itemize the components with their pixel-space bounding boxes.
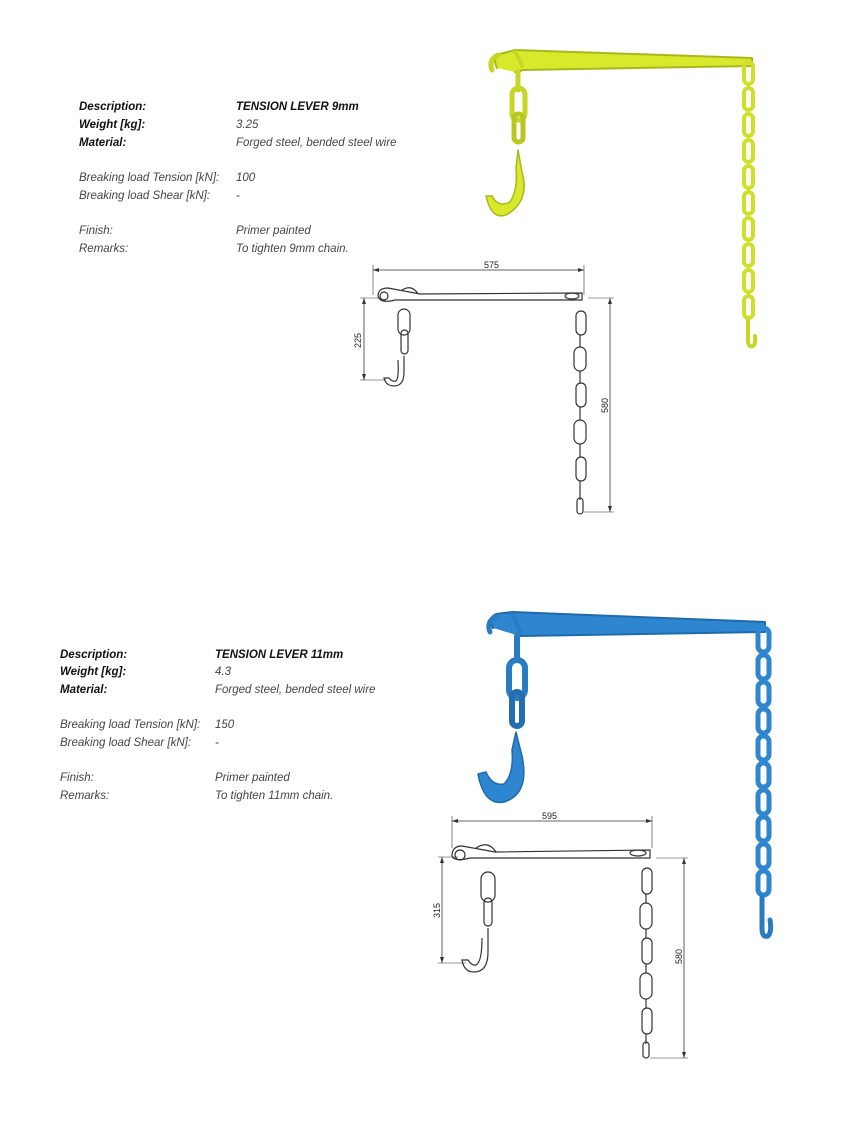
- value-tension: 100: [236, 172, 256, 184]
- value-remarks: To tighten 11mm chain.: [215, 790, 334, 802]
- dimension-chain-11mm: 580: [674, 948, 684, 964]
- label-tension: Breaking load Tension [kN]:: [79, 172, 220, 184]
- value-shear: -: [215, 737, 219, 749]
- dimension-width-11mm: 595: [542, 811, 558, 821]
- label-weight: Weight [kg]:: [60, 666, 127, 678]
- render-9mm: [486, 50, 755, 346]
- value-weight: 4.3: [215, 666, 231, 678]
- value-weight: 3.25: [236, 119, 259, 131]
- label-weight: Weight [kg]:: [79, 119, 146, 131]
- value-shear: -: [236, 190, 240, 202]
- label-shear: Breaking load Shear [kN]:: [79, 190, 211, 202]
- render-11mm: [478, 612, 771, 936]
- drawing-11mm: [438, 816, 688, 1058]
- label-finish: Finish:: [60, 772, 94, 784]
- value-material: Forged steel, bended steel wire: [215, 684, 376, 696]
- value-finish: Primer painted: [215, 772, 290, 784]
- dimension-hook-11mm: 315: [432, 902, 442, 918]
- dimension-hook-9mm: 225: [353, 332, 363, 348]
- value-description: TENSION LEVER 11mm: [215, 649, 344, 661]
- label-description: Description:: [60, 649, 128, 661]
- value-remarks: To tighten 9mm chain.: [236, 243, 349, 255]
- label-finish: Finish:: [79, 225, 113, 237]
- label-remarks: Remarks:: [60, 790, 110, 802]
- dimension-width-9mm: 575: [484, 260, 500, 270]
- label-description: Description:: [79, 101, 147, 113]
- value-finish: Primer painted: [236, 225, 311, 237]
- value-tension: 150: [215, 719, 235, 731]
- label-shear: Breaking load Shear [kN]:: [60, 737, 192, 749]
- label-material: Material:: [79, 137, 127, 149]
- value-description: TENSION LEVER 9mm: [236, 101, 359, 113]
- value-material: Forged steel, bended steel wire: [236, 137, 397, 149]
- label-tension: Breaking load Tension [kN]:: [60, 719, 201, 731]
- dimension-chain-9mm: 580: [600, 397, 610, 413]
- drawing-9mm: [360, 265, 614, 514]
- label-remarks: Remarks:: [79, 243, 129, 255]
- label-material: Material:: [60, 684, 108, 696]
